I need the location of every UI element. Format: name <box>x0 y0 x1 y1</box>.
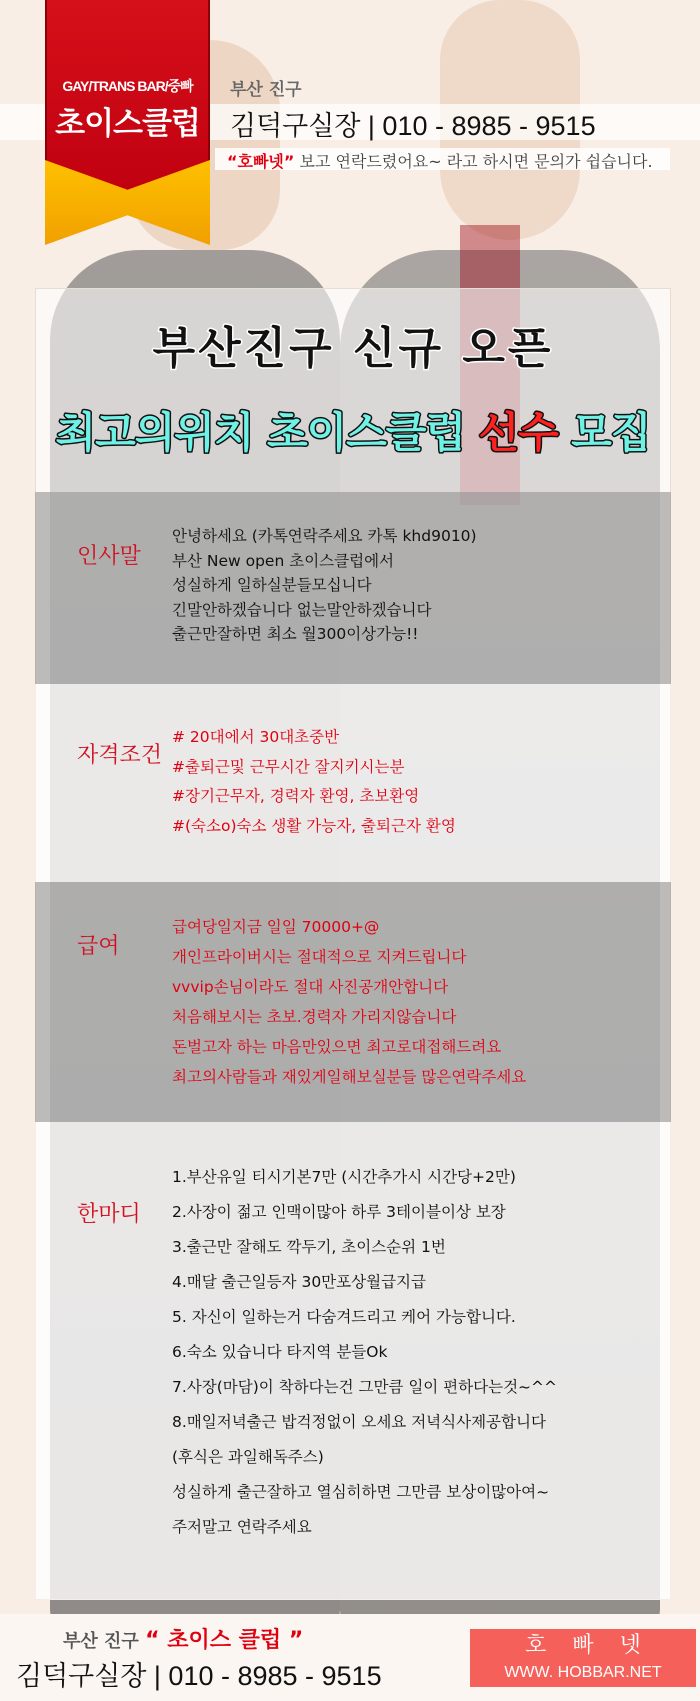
site-badge-url[interactable]: WWW. HOBBAR.NET <box>504 1664 662 1681</box>
section-line: 출근만잘하면 최소 월300이상가능!! <box>172 625 419 643</box>
headline-recruit-b: 선수 <box>478 408 558 457</box>
section-line: 개인프라이버시는 절대적으로 지켜드립니다 <box>172 948 467 966</box>
section-line: 최고의사람들과 재있게일해보실분들 많은연락주세요 <box>172 1068 527 1086</box>
footer-contact: 김덕구실장 | 010 - 8985 - 9515 <box>16 1661 382 1691</box>
section-label: 인사말 <box>77 544 141 569</box>
section-lines <box>172 524 477 647</box>
section-line: 급여당일지금 일일 70000+@ <box>172 918 380 936</box>
ribbon-title: 초이스클럽 <box>55 106 200 142</box>
section-line: 안녕하세요 (카톡연락주세요 카톡 khd9010) <box>172 527 477 545</box>
logo-ribbon <box>45 0 210 245</box>
section-line: 8.매일저녁출근 밥걱정없이 오세요 저녁식사제공합니다 <box>172 1413 546 1431</box>
footer-quote-close: ” <box>288 1628 304 1653</box>
section-line: 성실하게 일하실분들모십니다 <box>172 576 372 594</box>
headline-recruit <box>35 400 671 460</box>
headline-recruit-a: 최고의위치 초이스클럽 <box>55 408 479 457</box>
section-lines <box>172 912 526 1092</box>
section-line: 7.사장(마담)이 착하다는건 그만큼 일이 편하다는것~^^ <box>172 1378 558 1396</box>
section-line: 5. 자신이 일하는거 다숨겨드리고 케어 가능합니다. <box>172 1308 516 1326</box>
section-line: 돈벌고자 하는 마음만있으면 최고로대접해드려요 <box>172 1038 502 1056</box>
header-note-highlight: “호빠넷” <box>227 152 295 171</box>
section-qualifications <box>35 684 671 882</box>
section-line: 성실하게 출근잘하고 열심히하면 그만큼 보상이많아여~ <box>172 1483 550 1501</box>
header-note-text: 보고 연락드렸어요~ 라고 하시면 문의가 쉽습니다. <box>294 152 653 171</box>
footer-location: 부산 진구 <box>63 1631 139 1652</box>
section-line: #장기근무자, 경력자 환영, 초보환영 <box>172 787 420 805</box>
header-note <box>227 149 653 172</box>
section-greeting <box>35 492 671 684</box>
header-contact: 김덕구실장 | 010 - 8985 - 9515 <box>230 111 596 141</box>
section-salary <box>35 882 671 1122</box>
site-badge-name: 호빠넷 <box>525 1633 667 1658</box>
section-line: 긴말안하겠습니다 없는말안하겠습니다 <box>172 600 432 619</box>
section-label: 자격조건 <box>77 743 163 768</box>
section-line: (후식은 과일해독주스) <box>172 1448 324 1466</box>
headline-opening: 부산진구 신규 오픈 <box>152 323 554 374</box>
section-lines <box>172 1160 557 1545</box>
section-line: 2.사장이 젊고 인맥이많아 하루 3테이블이상 보장 <box>172 1203 506 1221</box>
section-line: 1.부산유일 티시기본7만 (시간추가시 시간당+2만) <box>172 1168 516 1186</box>
section-line: 6.숙소 있습니다 타지역 분들Ok <box>172 1343 388 1361</box>
footer-quote-open: “ <box>145 1628 160 1653</box>
footer-title <box>63 1623 303 1654</box>
site-badge[interactable] <box>470 1629 696 1687</box>
section-line: #(숙소o)숙소 생활 가능자, 출퇴근자 환영 <box>172 816 456 835</box>
section-line: # 20대에서 30대초중반 <box>172 728 340 746</box>
section-line: #출퇴근및 근무시간 잘지키시는분 <box>172 757 405 776</box>
section-remarks <box>35 1122 671 1600</box>
header-location: 부산 진구 <box>230 80 302 100</box>
section-line: 4.매달 출근일등자 30만포상월급지급 <box>172 1273 426 1291</box>
section-lines <box>172 723 456 841</box>
ribbon-subtitle: GAY/TRANS BAR/중빠 <box>62 78 193 94</box>
section-label: 한마디 <box>77 1202 141 1227</box>
section-line: 주저말고 연락주세요 <box>172 1518 312 1536</box>
section-label: 급여 <box>77 934 120 959</box>
section-line: 부산 New open 초이스클럽에서 <box>172 551 395 570</box>
footer-club-name: 초이스 클럽 <box>159 1628 289 1653</box>
headline-recruit-c: 모집 <box>557 408 651 457</box>
section-line: vvvip손님이라도 절대 사진공개안합니다 <box>172 978 449 996</box>
section-line: 3.출근만 잘해도 깍두기, 초이스순위 1번 <box>172 1238 446 1256</box>
section-line: 처음해보시는 초보.경력자 가리지않습니다 <box>172 1008 457 1026</box>
